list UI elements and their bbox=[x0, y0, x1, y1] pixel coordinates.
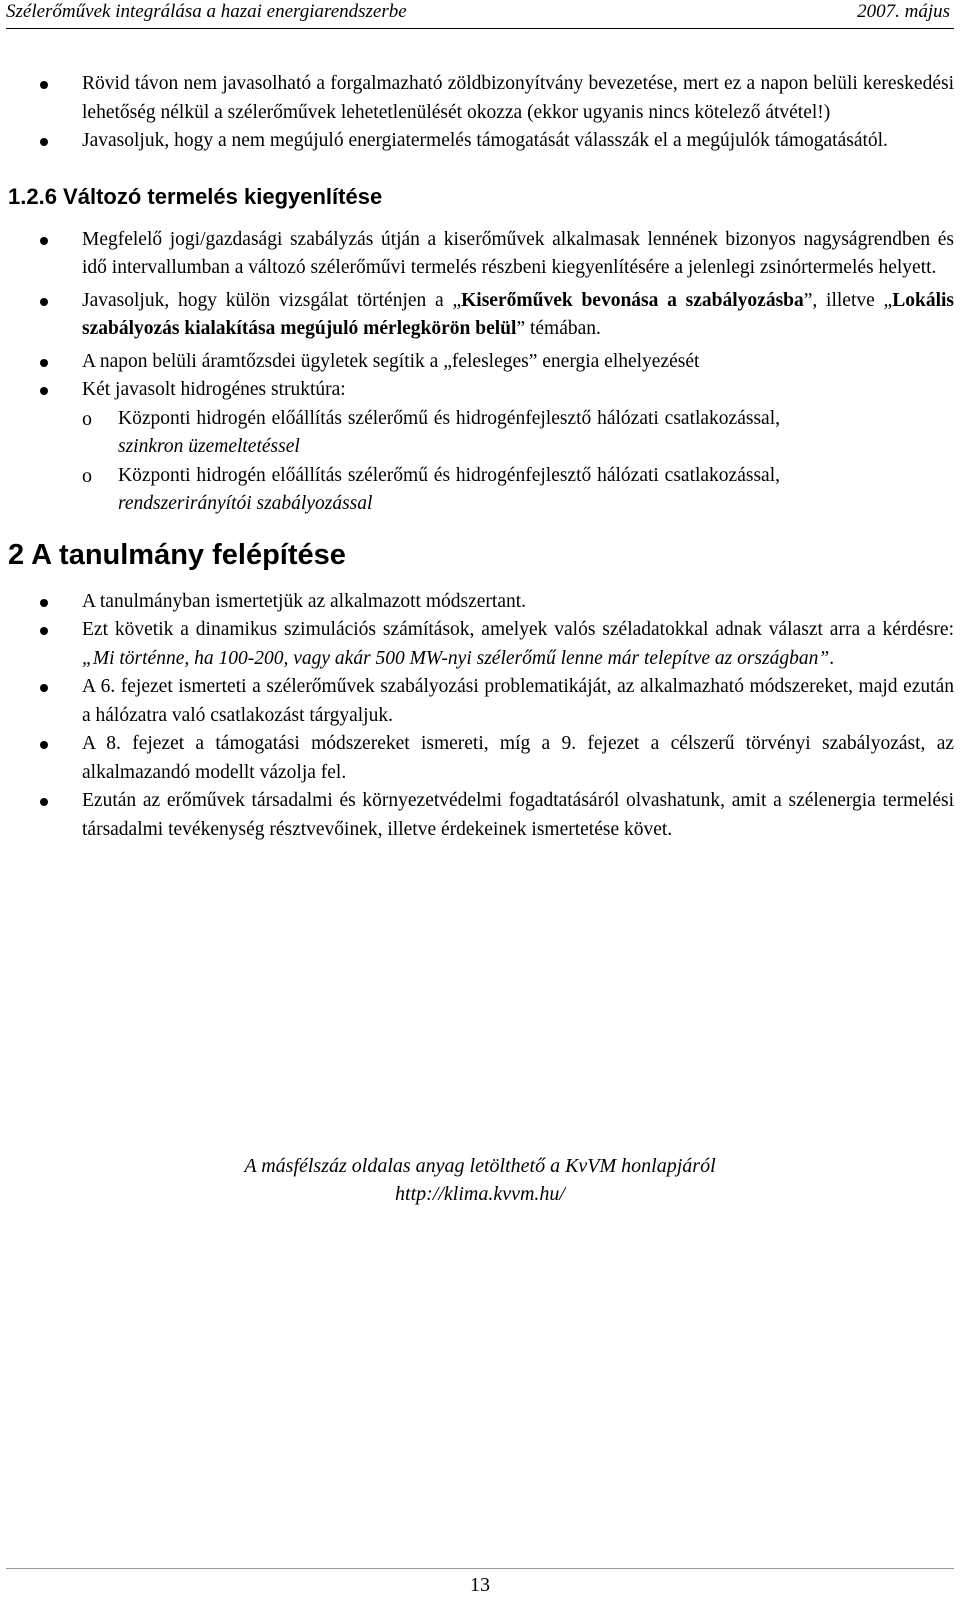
list-item bbox=[0, 376, 960, 405]
bullet-text-part: ” témában. bbox=[516, 318, 601, 339]
bullet-text-part: Javasoljuk, hogy külön vizsgálat történjen a „ bbox=[82, 289, 462, 311]
bullet-text: Ezután az erőművek társadalmi és környezetvédelmi fogadtatásáról olvashatunk, amit a szélenergia termelési társadalmi tevékenység résztvevőinek, illetve érdekeinek ismertetése követ. bbox=[82, 790, 954, 840]
list-item bbox=[0, 787, 960, 844]
header-date: 2007. május bbox=[857, 1, 950, 22]
bullet-text-end: . bbox=[829, 647, 835, 669]
footer-divider bbox=[6, 1568, 954, 1569]
bullet-icon bbox=[40, 359, 48, 367]
bullet-text: A 8. fejezet a támogatási módszereket ismereti, míg a 9. fejezet a célszerű törvényi szabályozást, az alkalmazandó modellt vázolja fel. bbox=[82, 733, 954, 783]
download-note-line: A másfélszáz oldalas anyag letölthető a KvVM honlapjáról bbox=[244, 1155, 716, 1177]
bullet-text-part: ”, illetve „ bbox=[803, 289, 893, 311]
list-item bbox=[0, 226, 960, 283]
bullet-text: Ezt követik a dinamikus szimulációs számítások, amelyek valós széladatokkal adnak választ arra a kérdésre: bbox=[82, 619, 954, 640]
page-number: 13 bbox=[470, 1574, 490, 1596]
bullet-text: A 6. fejezet ismerteti a szélerőművek szabályozási problematikáját, az alkalmazható módszereket, majd ezután a hálózatra való csatlakozást tárgyaljuk. bbox=[82, 676, 954, 726]
bullet-italic-quote: „Mi történne, ha 100-200, vagy akár 500 MW-nyi szélerőmű lenne már telepítve az országban” bbox=[82, 647, 830, 669]
sub-list-item bbox=[0, 405, 960, 462]
sub-list-item bbox=[0, 462, 960, 519]
bullet-text: Megfelelő jogi/gazdasági szabályzás útján a kiserőművek alkalmasak lennének bizonyos nagyságrendben és idő intervallumban a változó szélerőművi termelés részbeni kiegyenlítésére a jelenlegi zsinórtermelés helyett. bbox=[82, 228, 954, 278]
bullet-text: Javasoljuk, hogy a nem megújuló energiatermelés támogatását válasszák el a megújulók támogatásától. bbox=[82, 130, 888, 151]
header-title: Szélerőművek integrálása a hazai energiarendszerbe bbox=[6, 1, 407, 22]
list-item bbox=[0, 588, 960, 617]
sub-bullet-text: Központi hidrogén előállítás szélerőmű és hidrogénfejlesztő hálózati csatlakozással, bbox=[118, 407, 780, 429]
sub-bullet-text: Központi hidrogén előállítás szélerőmű és hidrogénfejlesztő hálózati csatlakozással, bbox=[118, 464, 780, 486]
list-item bbox=[0, 730, 960, 787]
bullet-text: Két javasolt hidrogénes struktúra: bbox=[82, 379, 346, 400]
bullet-icon bbox=[40, 138, 48, 146]
bullet-icon bbox=[40, 237, 48, 245]
sub-bullet-italic: szinkron üzemeltetéssel bbox=[118, 436, 300, 457]
download-url[interactable]: http://klima.kvvm.hu/ bbox=[395, 1183, 565, 1205]
list-item bbox=[0, 348, 960, 377]
bullet-text: A napon belüli áramtőzsdei ügyletek segítik a „felesleges” energia elhelyezését bbox=[82, 350, 700, 372]
list-item bbox=[0, 616, 960, 673]
sub-bullet-italic: rendszerirányítói szabályozással bbox=[118, 493, 373, 514]
bullet-icon bbox=[40, 298, 48, 306]
list-item bbox=[0, 127, 960, 156]
list-item bbox=[0, 70, 960, 127]
download-note bbox=[0, 1152, 960, 1208]
bullet-icon bbox=[40, 599, 48, 607]
page-header bbox=[6, 0, 954, 29]
section-heading-1-2-6: 1.2.6 Változó termelés kiegyenlítése bbox=[8, 183, 383, 209]
bullet-icon bbox=[40, 627, 48, 635]
bullet-text: A tanulmányban ismertetjük az alkalmazott módszertant. bbox=[82, 590, 527, 612]
list-item bbox=[0, 673, 960, 730]
bullet-icon bbox=[40, 387, 48, 395]
bold-topic-2: Lokális szabályozás kialakítása megújuló mérlegkörön belül bbox=[82, 289, 954, 339]
sub-bullet-marker: o bbox=[82, 407, 92, 430]
bullet-icon bbox=[40, 798, 48, 806]
sub-bullet-marker: o bbox=[82, 464, 92, 487]
bold-topic-1: Kiserőművek bevonása a szabályozásba bbox=[461, 289, 804, 311]
bullet-icon bbox=[40, 684, 48, 692]
bullet-text: Rövid távon nem javasolható a forgalmazható zöldbizonyítvány bevezetése, mert ez a napon belüli kereskedési lehetőség nélkül a szélerőművek lehetetlenülését okozza (ekkor ugyanis nincs kötelező átvétel!) bbox=[82, 73, 954, 123]
bullet-icon bbox=[40, 741, 48, 749]
list-item bbox=[0, 287, 960, 344]
section-heading-2: 2 A tanulmány felépítése bbox=[8, 538, 346, 571]
page-content bbox=[0, 70, 960, 844]
bullet-icon bbox=[40, 81, 48, 89]
